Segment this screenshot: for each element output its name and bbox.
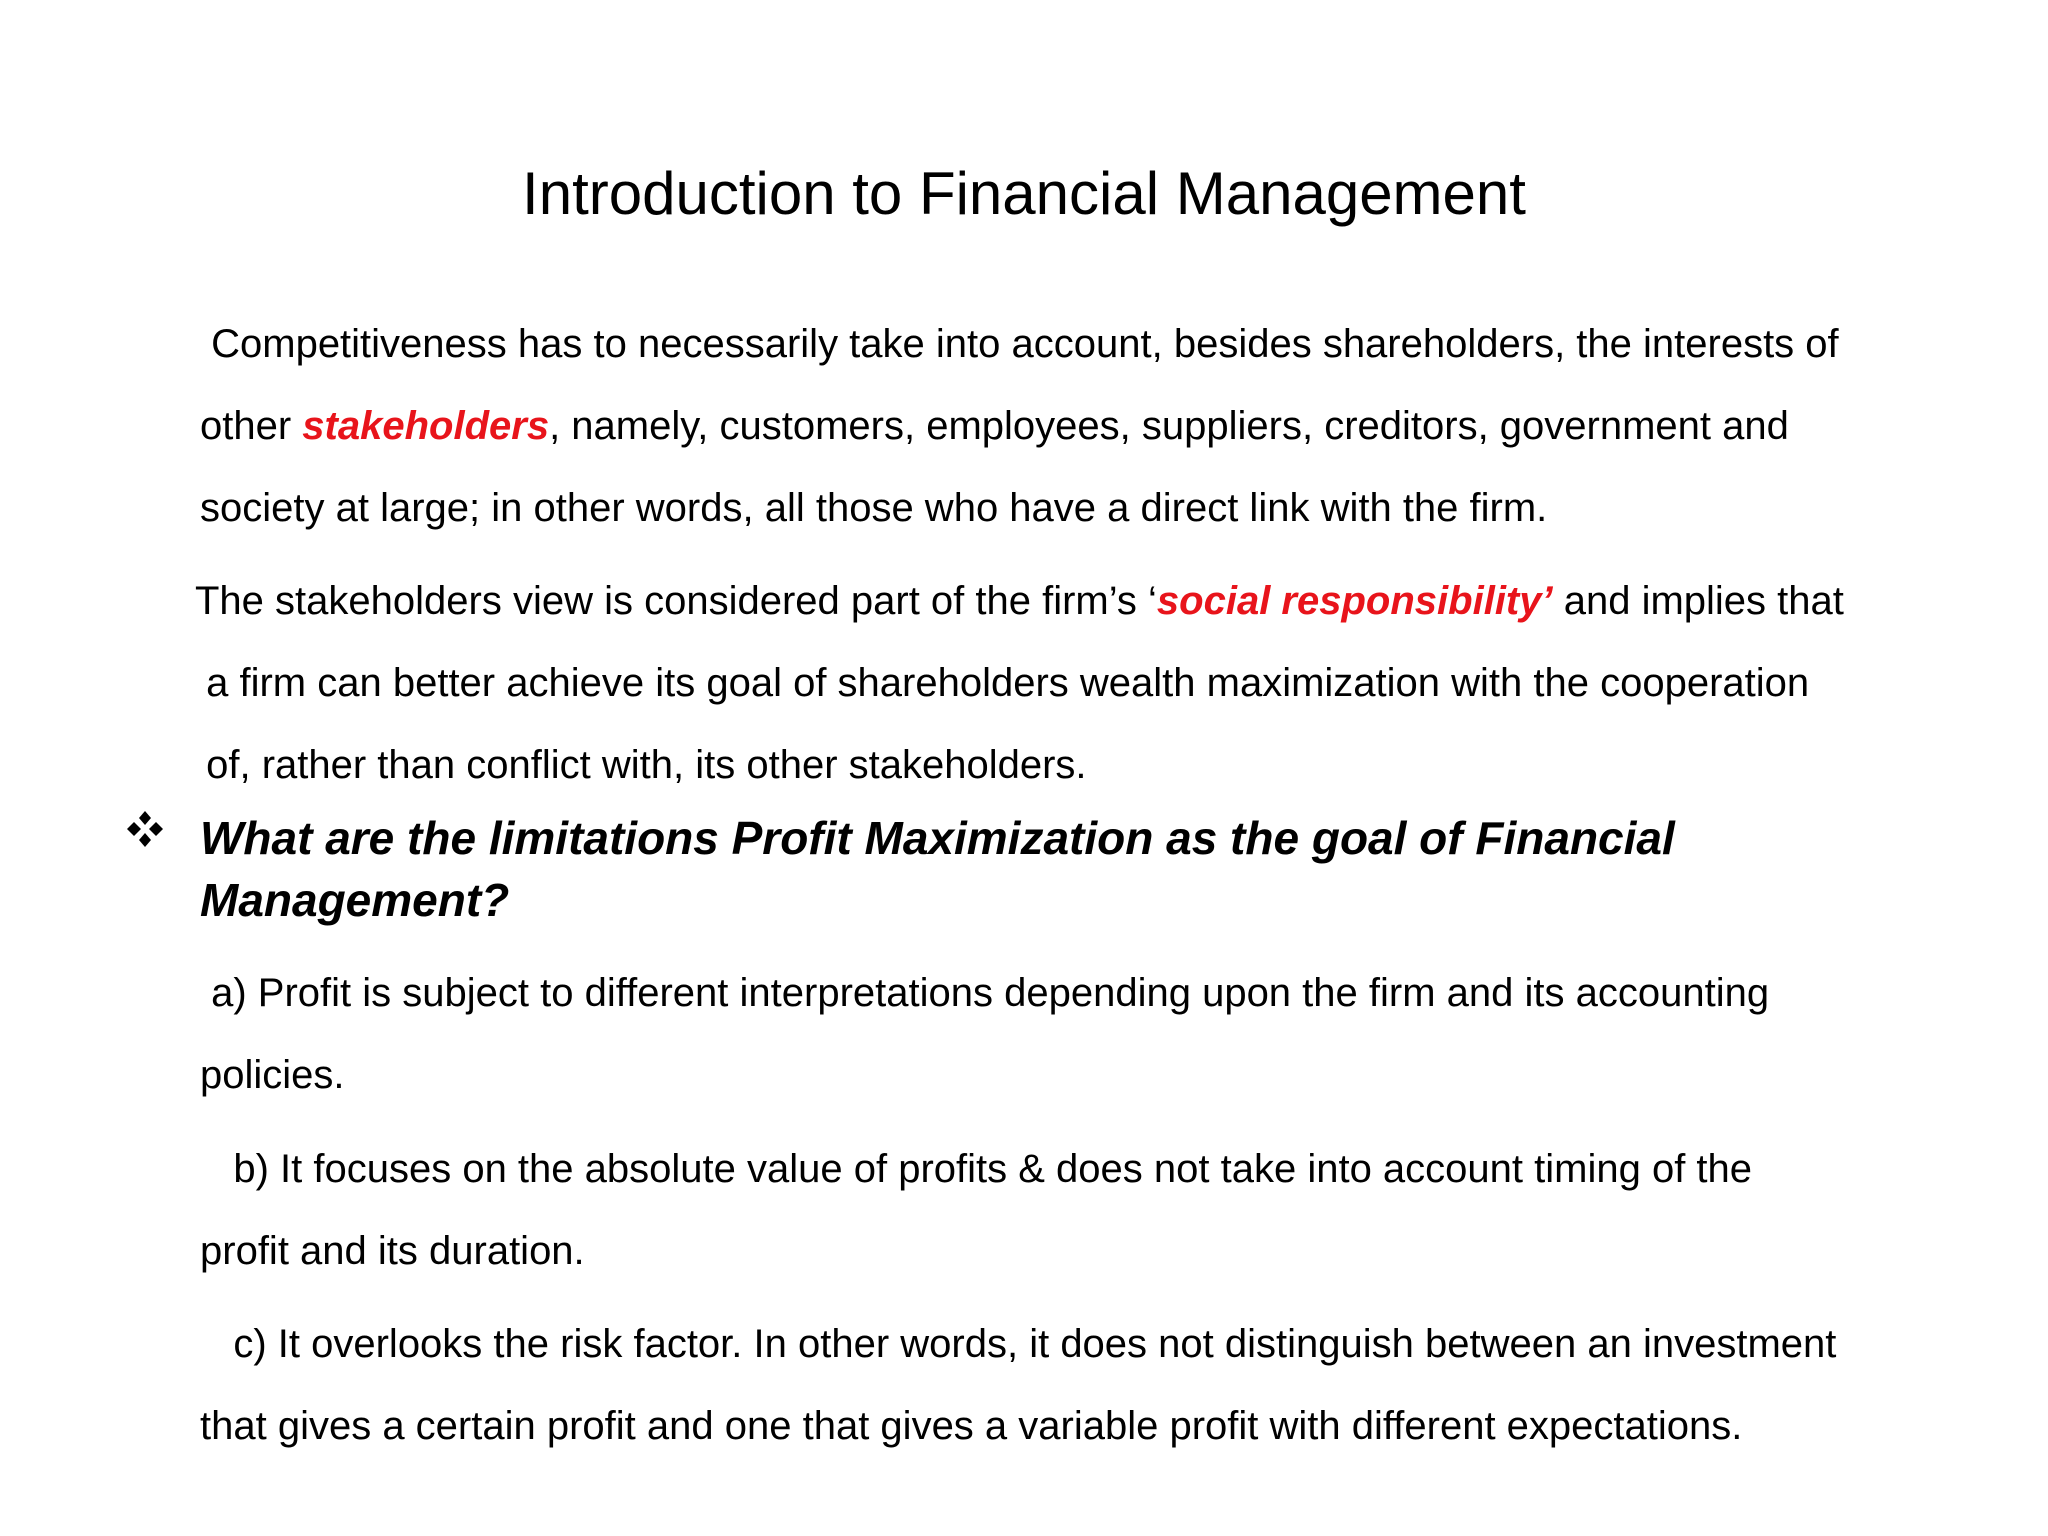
point-line: c) It overlooks the risk factor. In other words, it does not distinguish between an investment [200, 1322, 1837, 1366]
paragraph-line: of, rather than conflict with, its other stakeholders. [195, 743, 1087, 787]
diamond-bullet-icon [124, 808, 166, 850]
point-b [200, 1128, 1752, 1292]
point-c [200, 1303, 1836, 1467]
paragraph-stakeholders-view [195, 560, 1844, 806]
text-run: and implies that [1552, 579, 1844, 623]
highlight-social-responsibility: social responsibility’ [1156, 579, 1553, 623]
slide-title: Introduction to Financial Management [522, 160, 1526, 227]
paragraph-line: society at large; in other words, all those who have a direct link with the firm. [200, 486, 1548, 530]
text-run: The stakeholders view is considered part of the firm’s ‘ [195, 579, 1157, 623]
paragraph-line [200, 385, 1839, 467]
paragraph-line: a firm can better achieve its goal of shareholders wealth maximization with the cooperation [195, 661, 1810, 705]
point-line: a) Profit is subject to different interpretations depending upon the firm and its accounting [200, 971, 1770, 1015]
highlight-stakeholders: stakeholders [302, 404, 550, 448]
point-a [200, 952, 1769, 1116]
question-line: Management? [200, 874, 510, 926]
question-line: What are the limitations Profit Maximization as the goal of Financial [200, 812, 1675, 864]
paragraph-competitiveness [200, 303, 1839, 549]
text-run: other [200, 404, 303, 448]
text-run: , namely, customers, employees, suppliers, creditors, government and [549, 404, 1789, 448]
point-line: b) It focuses on the absolute value of profits & does not take into account timing of the [200, 1147, 1753, 1191]
paragraph-line: Competitiveness has to necessarily take into account, besides shareholders, the interests of [200, 322, 1839, 366]
point-line: policies. [200, 1053, 345, 1097]
question-heading [200, 807, 1675, 931]
point-line: that gives a certain profit and one that gives a variable profit with different expectations. [200, 1404, 1743, 1448]
point-line: profit and its duration. [200, 1229, 585, 1273]
paragraph-line [195, 560, 1844, 642]
